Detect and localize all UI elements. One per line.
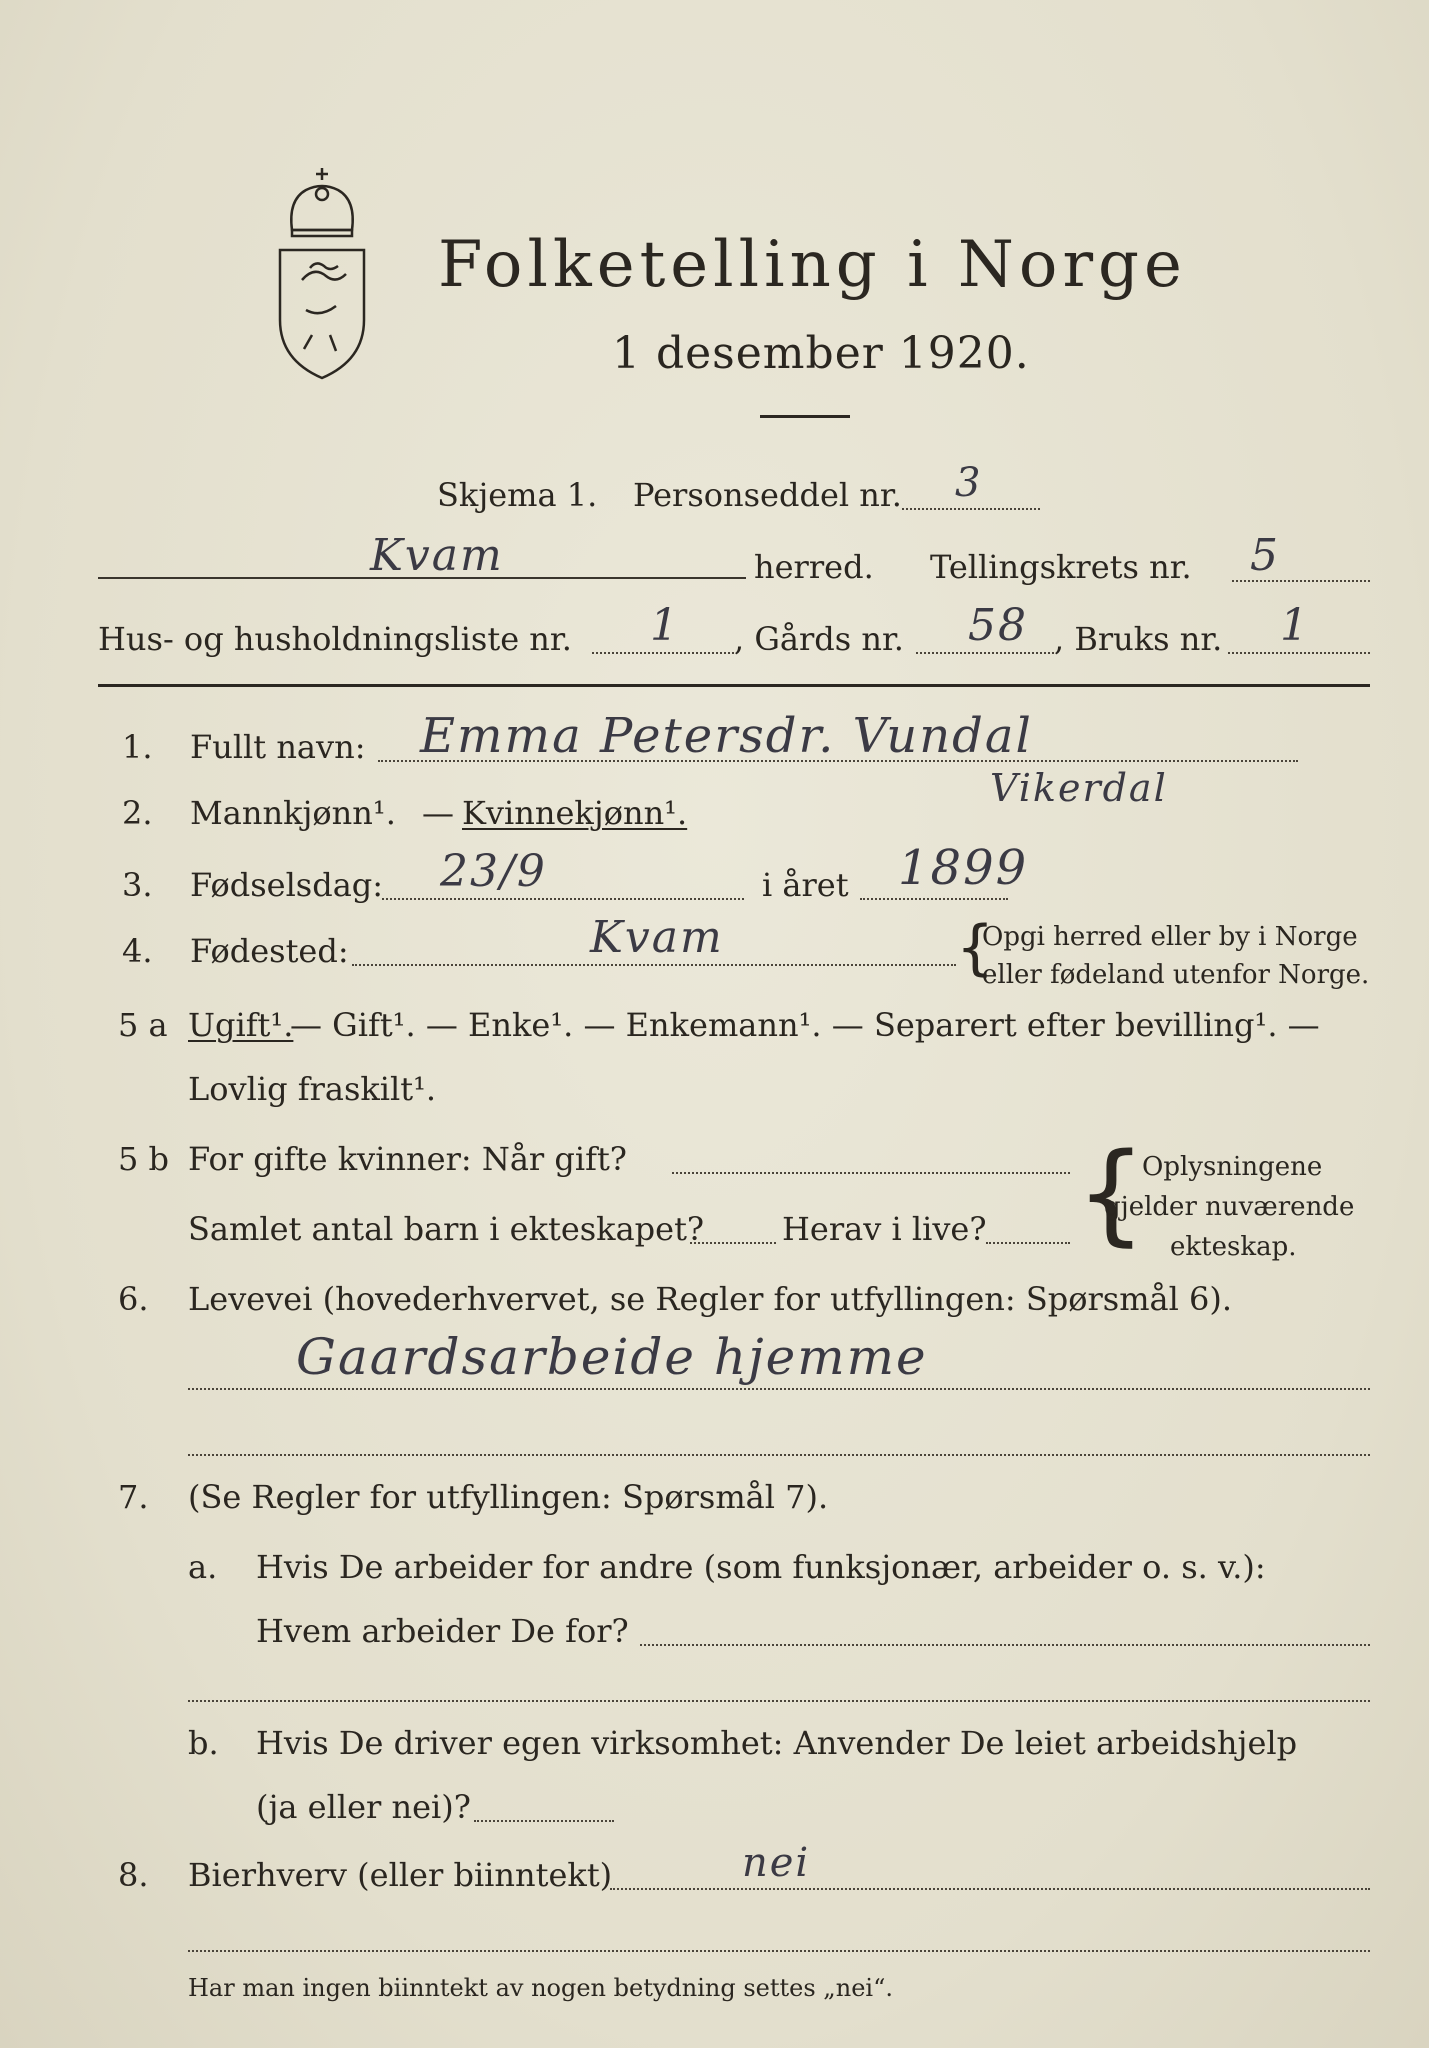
- bruks-label: , Bruks nr.: [1054, 620, 1223, 658]
- q5b-note-line1: Oplysningene: [1142, 1152, 1323, 1182]
- q6-label: Levevei (hovederhvervet, se Regler for utfyllingen: Spørsmål 6).: [188, 1280, 1233, 1318]
- q8-value: nei: [742, 1840, 811, 1886]
- q4-birthplace: Kvam: [590, 912, 724, 963]
- q1-full-name: Emma Petersdr. Vundal: [420, 708, 1033, 764]
- q7-label: (Se Regler for utfyllingen: Spørsmål 7).: [188, 1478, 829, 1516]
- q5b-alive-line: [986, 1242, 1070, 1244]
- personseddel-label: Personseddel nr.: [633, 476, 902, 514]
- q1-number: 1.: [122, 728, 153, 766]
- q6-number: 6.: [118, 1280, 149, 1318]
- q6-line2: [188, 1454, 1370, 1456]
- q5b-when-married-label: For gifte kvinner: Når gift?: [188, 1140, 627, 1178]
- bruks-value: 1: [1280, 600, 1310, 651]
- q4-label: Fødested:: [190, 932, 349, 970]
- hus-label: Hus- og husholdningsliste nr.: [98, 620, 572, 658]
- q8-line2: [188, 1950, 1370, 1952]
- q2-dash: —: [422, 794, 454, 832]
- gards-line: [916, 652, 1054, 654]
- q7a-employer-line2: [188, 1700, 1370, 1702]
- bruks-line: [1228, 652, 1370, 654]
- footer-note: Har man ingen biinntekt av nogen betydning settes „nei“.: [188, 1974, 893, 2002]
- q6-line1: [188, 1388, 1370, 1390]
- q5b-children-line: [690, 1242, 776, 1244]
- q3-birth-date: 23/9: [440, 846, 547, 897]
- q4-brace: {: [956, 913, 995, 983]
- gards-label: , Gårds nr.: [734, 620, 904, 658]
- q5a-options: — Gift¹. — Enke¹. — Enkemann¹. — Separert efter bevilling¹. —: [290, 1006, 1320, 1044]
- skjema-label: Skjema 1.: [437, 476, 598, 514]
- q5b-when-married-line: [672, 1172, 1070, 1174]
- q7b-text: Hvis De driver egen virksomhet: Anvender De leiet arbeidshjelp: [256, 1724, 1298, 1762]
- hus-line: [592, 652, 734, 654]
- q5b-alive-label: Herav i live?: [782, 1210, 987, 1248]
- q7b-yes-no-line: [474, 1820, 614, 1822]
- q3-date-line: [382, 898, 744, 900]
- q3-number: 3.: [122, 866, 153, 904]
- q8-number: 8.: [118, 1856, 149, 1894]
- q4-note-line2: eller fødeland utenfor Norge.: [982, 960, 1370, 990]
- form-title: Folketelling i Norge: [438, 228, 1187, 302]
- q4-note-line1: Opgi herred eller by i Norge: [982, 922, 1358, 952]
- q8-line: [610, 1888, 1370, 1890]
- q2-number: 2.: [122, 794, 153, 832]
- q7a-text: Hvis De arbeider for andre (som funksjonær, arbeider o. s. v.):: [256, 1548, 1266, 1586]
- gards-value: 58: [968, 600, 1028, 651]
- q7a-employer-line: [640, 1644, 1370, 1646]
- q7a-employer-label: Hvem arbeider De for?: [256, 1612, 629, 1650]
- title-divider: [760, 415, 850, 418]
- form-date: 1 desember 1920.: [612, 328, 1030, 379]
- q2-male: Mannkjønn¹.: [190, 794, 396, 832]
- herred-value: Kvam: [370, 530, 504, 581]
- q5b-number: 5 b: [118, 1140, 170, 1178]
- tellingskrets-value: 5: [1250, 530, 1280, 581]
- q5b-note-line3: ekteskap.: [1170, 1232, 1297, 1262]
- q1-label: Fullt navn:: [190, 728, 366, 766]
- q5b-children-label: Samlet antal barn i ekteskapet?: [188, 1210, 705, 1248]
- q2-female-selected: Kvinnekjønn¹.: [462, 794, 688, 832]
- herred-label: herred.: [754, 548, 874, 586]
- q5b-note-line2: gjelder nuværende: [1104, 1192, 1355, 1222]
- q5a-unmarried-selected: Ugift¹.: [188, 1006, 294, 1044]
- q8-label: Bierhverv (eller biinntekt): [188, 1856, 613, 1894]
- q5a-divorced: Lovlig fraskilt¹.: [188, 1070, 437, 1108]
- q4-line: [352, 964, 956, 966]
- q3-label: Fødselsdag:: [190, 866, 384, 904]
- personseddel-line: [902, 508, 1040, 510]
- header-rule: [98, 684, 1370, 687]
- q5a-number: 5 a: [118, 1006, 168, 1044]
- q7b-yes-no-label: (ja eller nei)?: [256, 1788, 471, 1826]
- q1-name-correction: Vikerdal: [990, 766, 1168, 810]
- personseddel-value: 3: [955, 460, 983, 506]
- q7a-letter: a.: [188, 1548, 218, 1586]
- norwegian-coat-of-arms-icon: [262, 160, 382, 380]
- q3-year-label: i året: [762, 866, 849, 904]
- q4-number: 4.: [122, 932, 153, 970]
- q7b-letter: b.: [188, 1724, 219, 1762]
- q3-year-line: [860, 898, 1008, 900]
- q7-number: 7.: [118, 1478, 149, 1516]
- q6-occupation: Gaardsarbeide hjemme: [296, 1328, 928, 1386]
- tellingskrets-label: Tellingskrets nr.: [930, 548, 1192, 586]
- hus-value: 1: [650, 600, 680, 651]
- q3-birth-year: 1899: [898, 840, 1029, 896]
- q5b-brace: {: [1076, 1129, 1146, 1257]
